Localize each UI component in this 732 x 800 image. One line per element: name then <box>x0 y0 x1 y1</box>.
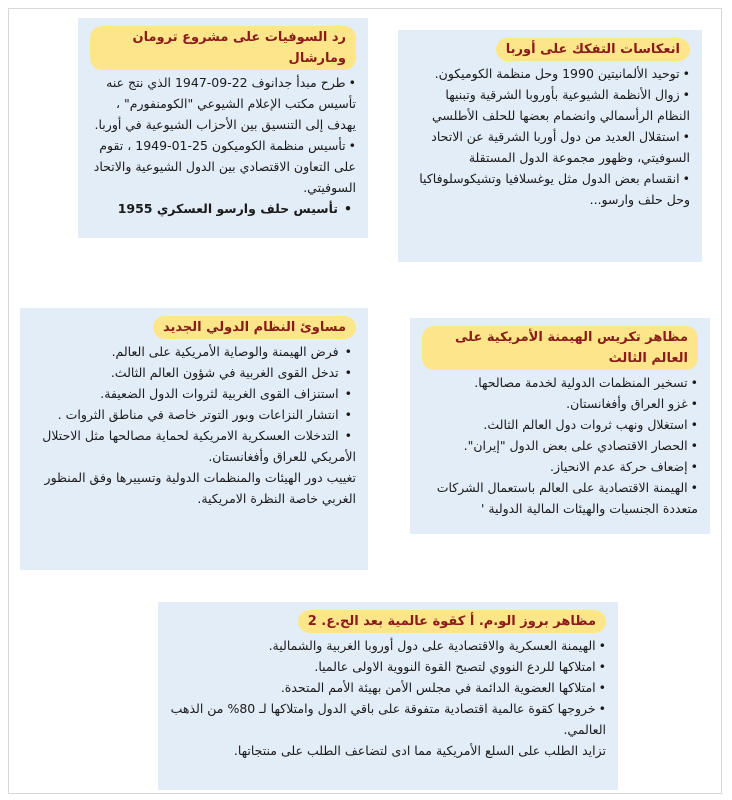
card-order-list <box>32 341 356 467</box>
card-us-emergence <box>158 602 618 790</box>
list-item: • الحصار الاقتصادي على بعض الدول "إيران". <box>422 435 698 456</box>
list-item: • انتشار النزاعات وبور التوتر خاصة في مناطق الثروات . <box>32 404 356 425</box>
list-item: • توحيد الألمانيتين 1990 وحل منظمة الكوميكون. <box>410 63 690 84</box>
list-item: • استنزاف القوى الغربية لثروات الدول الضعيفة. <box>32 383 356 404</box>
card-europe-effects <box>398 30 702 262</box>
card-us-title: مظاهر بروز الو.م. أ كقوة عالمية بعد الح.ع. 2 <box>298 610 606 633</box>
list-item: • امتلاكها للردع النووي لتصبح القوة النووية الاولى عالميا. <box>170 656 606 677</box>
card-order-tail: تغييب دور الهيئات والمنظمات الدولية وتسييرها وفق المنظور الغربي خاصة النظرة الامريكية. <box>44 470 356 506</box>
card-europe-list <box>410 63 690 210</box>
card-third-title: مظاهر تكريس الهيمنة الأمريكية على العالم الثالث <box>422 326 698 370</box>
list-item: • الهيمنة الاقتصادية على العالم باستعمال الشركات متعددة الجنسيات والهيئات المالية الدولية ' <box>422 477 698 519</box>
list-item: • تسخير المنظمات الدولية لخدمة مصالحها. <box>422 372 698 393</box>
card-order-title: مساوئ النظام الدولي الجديد <box>153 316 356 339</box>
list-item: • استغلال ونهب ثروات دول العالم الثالث. <box>422 414 698 435</box>
card-soviet-title: رد السوفيات على مشروع ترومان ومارشال <box>90 26 356 70</box>
list-item: • فرض الهيمنة والوصاية الأمريكية على العالم. <box>32 341 356 362</box>
list-item: • إضعاف حركة عدم الانحياز. <box>422 456 698 477</box>
card-us-tail: تزايد الطلب على السلع الأمريكية مما ادى لتضاعف الطلب على منتجاتها. <box>233 743 606 758</box>
card-third-list <box>422 372 698 519</box>
list-item: • تدخل القوى الغربية في شؤون العالم الثالث. <box>32 362 356 383</box>
card-soviet-list <box>90 72 356 219</box>
list-item: • طرح مبدأ جدانوف 22-09-1947 الذي نتج عنه تأسيس مكتب الإعلام الشيوعي "الكومنفورم" ، يهدف إلى التنسيق بين الأحزاب الشيوعية في أوربا. <box>90 72 356 135</box>
card-europe-title: انعكاسات التفكك على أوربا <box>496 38 690 61</box>
list-item: • التدخلات العسكرية الامريكية لحماية مصالحها مثل الاحتلال الأمريكي للعراق وأفغانستان. <box>32 425 356 467</box>
list-item: • الهيمنة العسكرية والاقتصادية على دول أوروبا الغربية والشمالية. <box>170 635 606 656</box>
list-item: • امتلاكها العضوية الدائمة في مجلس الأمن بهيئة الأمم المتحدة. <box>170 677 606 698</box>
card-new-order-drawbacks <box>20 308 368 570</box>
list-item: • غزو العراق وأفغانستان. <box>422 393 698 414</box>
list-item: • زوال الأنظمة الشيوعية بأوروبا الشرقية وتبنيها النظام الرأسمالي وانضمام بعضها للحلف الأطلسي <box>410 84 690 126</box>
card-soviet-response <box>78 18 368 238</box>
list-item: • استقلال العديد من دول أوربا الشرقية عن الاتحاد السوفيتي، وظهور مجموعة الدول المستقلة <box>410 126 690 168</box>
list-item: • انقسام بعض الدول مثل يوغسلافيا وتشيكوسلوفاكيا وحل حلف وارسو... <box>410 168 690 210</box>
list-item: • خروجها كقوة عالمية اقتصادية متفوقة على باقي الدول وامتلاكها لـ 80% من الذهب العالمي. <box>170 698 606 740</box>
card-us-list <box>170 635 606 740</box>
list-item: • تأسيس منظمة الكوميكون 25-01-1949 ، تقوم على التعاون الاقتصادي بين الدول الشيوعية والاتحاد السوفيتي. <box>90 135 356 198</box>
card-third-world-hegemony <box>410 318 710 534</box>
list-item: • تأسيس حلف وارسو العسكري 1955 <box>90 198 356 219</box>
